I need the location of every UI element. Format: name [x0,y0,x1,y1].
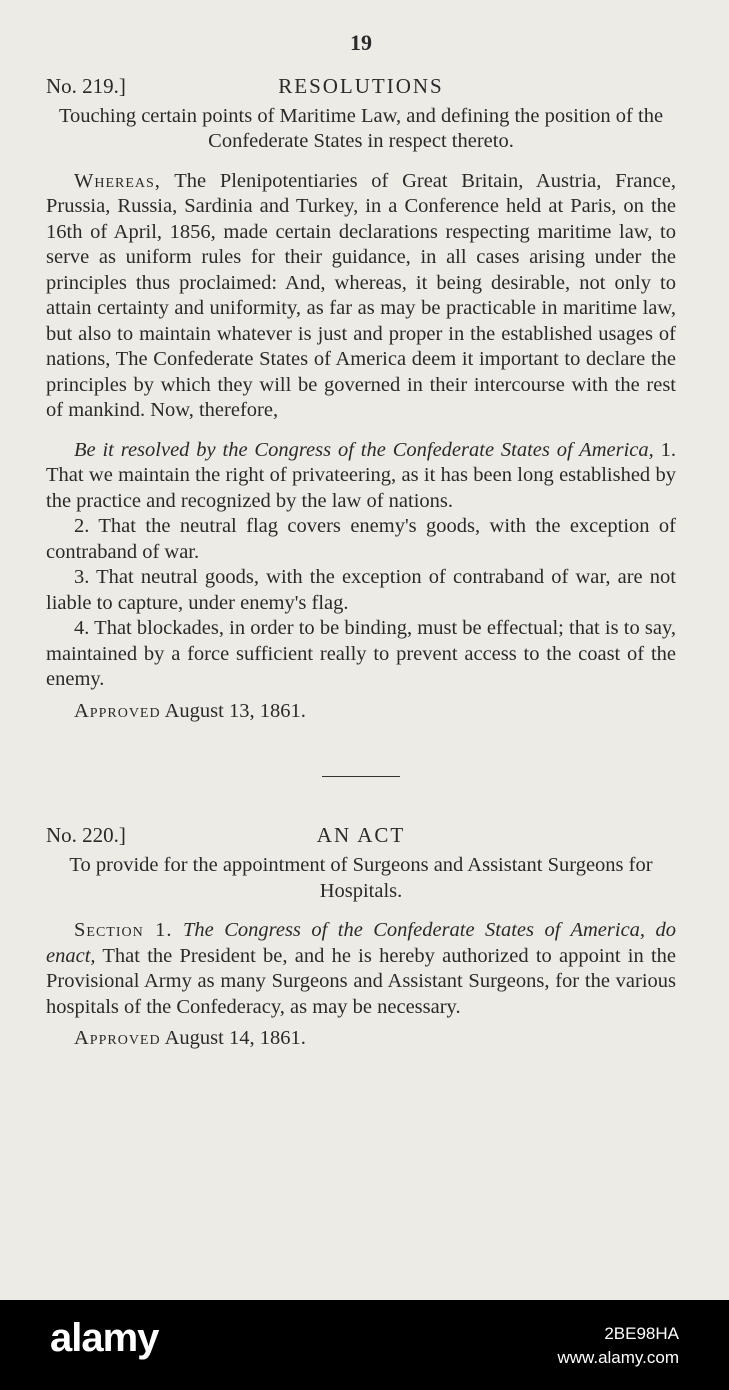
page-content [46,30,676,1052]
section-text: That the President be, and he is hereby authorized to appoint in the Provisional Army as many Surgeons and Assistant Surgeons, for the various hospitals of the Confederacy, as may be necessary. [46,944,676,1018]
act-header [46,823,676,853]
whereas-paragraph [46,169,676,424]
approved-date: August 13, 1861. [164,699,306,722]
whereas-text: The Plenipotentiaries of Great Britain, Austria, France, Prussia, Russia, Sardinia and Turkey, in a Conference held at Paris, on the 16th of April, 1856, made certain declarations respecting maritime law, to serve as uniform rules for their guidance, in all cases arising under the principles thus proclaimed: And, whereas, it being desirable, not only to attain certainty and uniformity, as far as may be practicable in maritime law, but also to maintain whatever is just and proper in the established usages of nations, The Confederate States of America deem it important to declare the principles by which they will be governed in their intercourse with the rest of mankind. Now, therefore, [46,169,676,421]
resolution-item-4: 4. That blockades, in order to be binding, must be effectual; that is to say, maintained by a force sufficient really to prevent access to the coast of the enemy. [46,617,676,690]
section-divider [322,776,400,777]
whereas-word: Whereas, [74,169,161,192]
resolution-item-1: 1. That we maintain the right of privateering, as it has been long established by the practice and recognized by the law of nations. [46,438,677,512]
resolution-subtitle: Touching certain points of Maritime Law, and defining the position of the Confederate States in respect thereto. [58,104,664,152]
resolution-approved [46,699,676,725]
act-title: AN ACT [316,823,406,847]
resolution-header [46,74,676,104]
act-subtitle: To provide for the appointment of Surgeons and Assistant Surgeons for Hospitals. [69,854,653,902]
site-url: www.alamy.com [557,1348,679,1367]
stock-footer-bar [0,1300,729,1390]
resolved-paragraph [46,438,676,515]
alamy-logo: alamy [50,1316,159,1360]
act-approved-date: August 14, 1861. [164,1027,306,1049]
image-code [557,1322,679,1370]
resolution-item-3: 3. That neutral goods, with the exception of contraband of war, are not liable to capture, under enemy's flag. [46,566,676,614]
act-section-1 [46,918,676,1020]
act-approved-word: Approved [74,1027,161,1049]
enact-clause: The Congress of the Confederate States of America, do enact, [46,919,677,967]
approved-word: Approved [74,699,161,722]
resolution-item-2: 2. That the neutral flag covers enemy's goods, with the exception of contraband of war. [46,515,676,563]
act-number: No. 220.] [46,823,126,847]
resolution-number: No. 219.] [46,73,126,98]
image-id: 2BE98HA [604,1324,679,1343]
act-approved [46,1026,676,1052]
section-word: Section 1. [74,919,173,941]
resolved-clause: Be it resolved by the Congress of the Confederate States of America, [74,438,654,461]
resolution-title: RESOLUTIONS [278,73,444,98]
page-number: 19 [350,30,372,55]
